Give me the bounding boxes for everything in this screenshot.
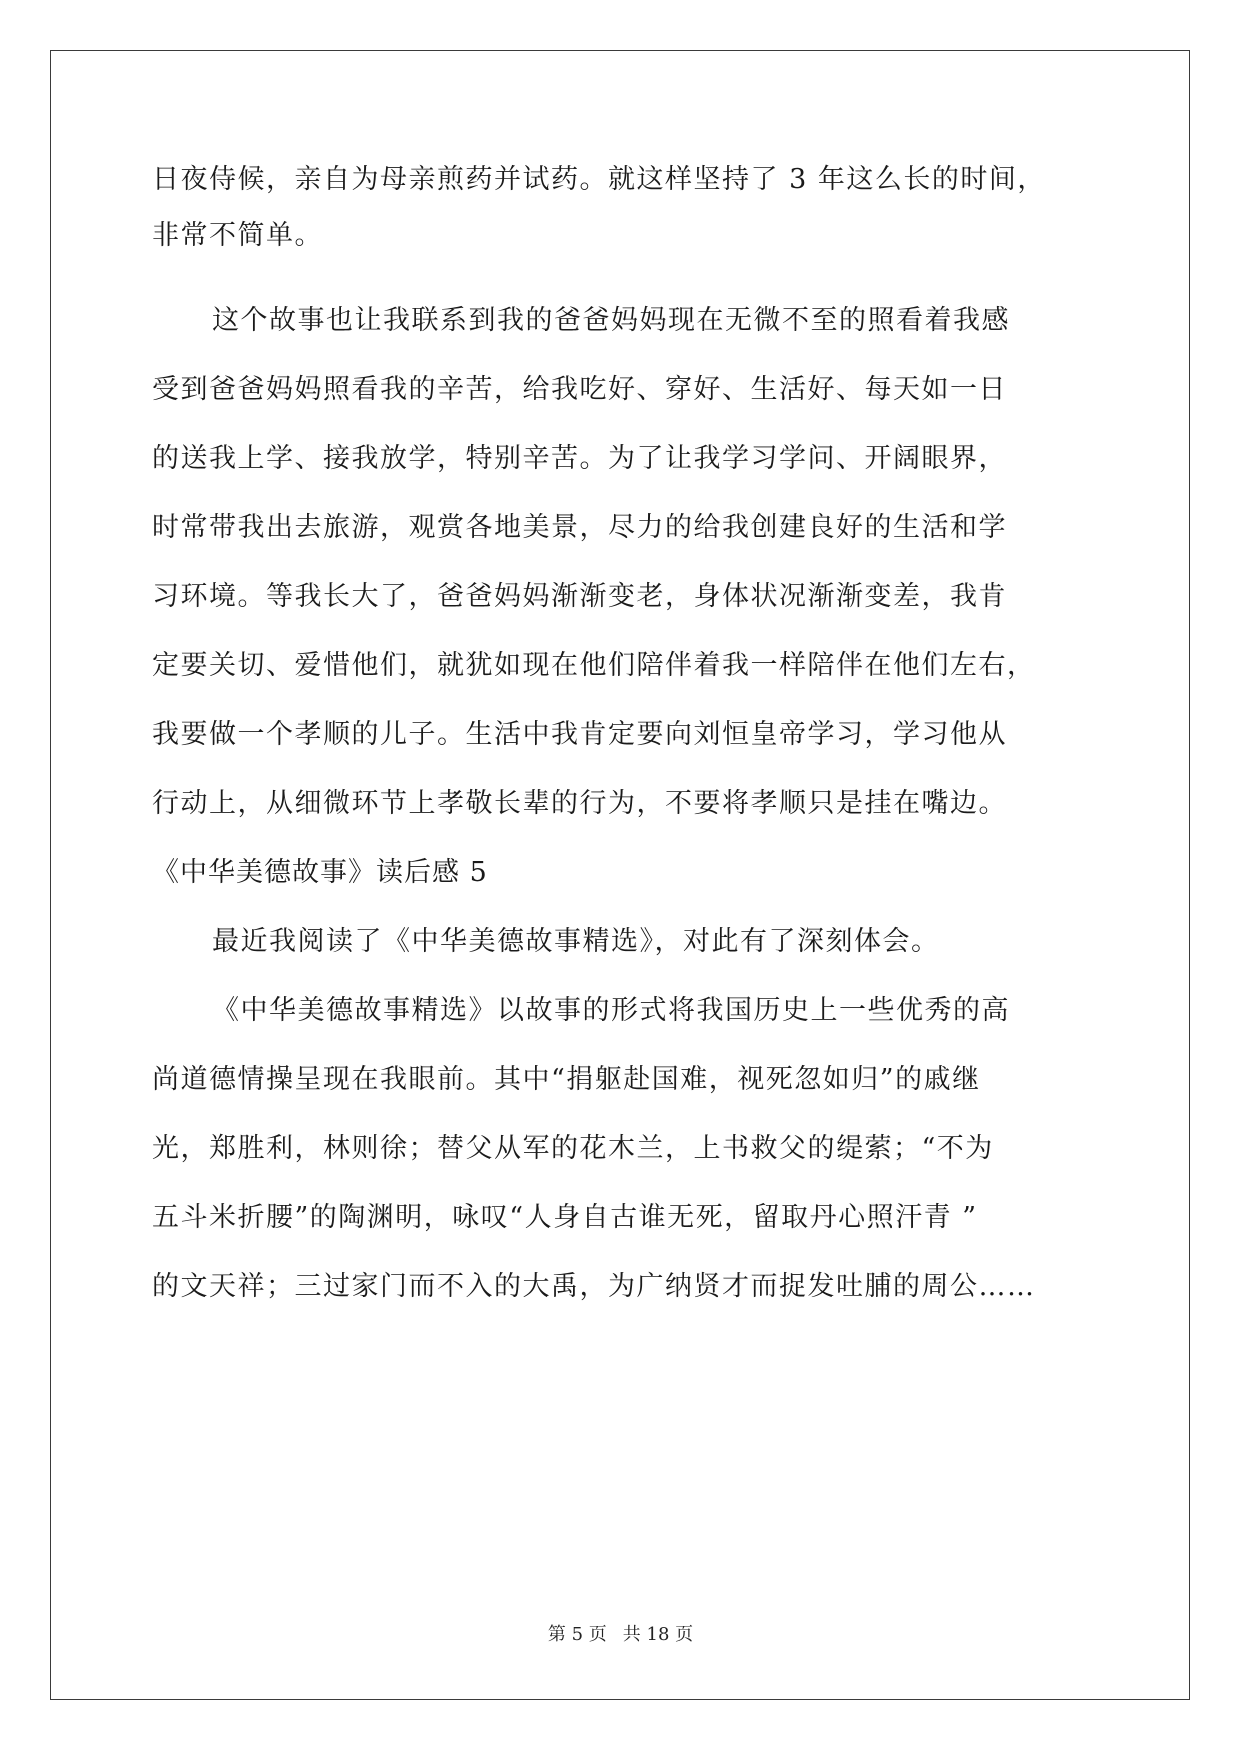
paragraph-line: 五斗米折腰”的陶渊明，咏叹“人身自古谁无死，留取丹心照汗青 ” bbox=[152, 1202, 978, 1233]
paragraph-line: 受到爸爸妈妈照看我的辛苦，给我吃好、穿好、生活好、每天如一日 bbox=[152, 374, 1007, 405]
paragraph-line: 的文天祥；三过家门而不入的大禹，为广纳贤才而捉发吐脯的周公…… bbox=[152, 1271, 1036, 1302]
paragraph-line: 定要关切、爱惜他们，就犹如现在他们陪伴着我一样陪伴在他们左右， bbox=[152, 650, 1036, 681]
paragraph-line: 最近我阅读了《中华美德故事精选》，对此有了深刻体会。 bbox=[212, 926, 940, 957]
paragraph-line: 我要做一个孝顺的儿子。生活中我肯定要向刘恒皇帝学习，学习他从 bbox=[152, 719, 1007, 750]
paragraph-line: 行动上，从细微环节上孝敬长辈的行为，不要将孝顺只是挂在嘴边。 bbox=[152, 788, 1007, 819]
paragraph-line: 这个故事也让我联系到我的爸爸妈妈现在无微不至的照看着我感 bbox=[212, 305, 1010, 336]
paragraph-line: 的送我上学、接我放学，特别辛苦。为了让我学习学问、开阔眼界， bbox=[152, 443, 1007, 474]
paragraph-line: 光，郑胜利，林则徐；替父从军的花木兰，上书救父的缇萦；“不为 bbox=[152, 1133, 994, 1164]
paragraph-line: 尚道德情操呈现在我眼前。其中“捐躯赴国难，视死忽如归”的戚继 bbox=[152, 1064, 981, 1095]
section-heading: 《中华美德故事》读后感 5 bbox=[152, 857, 488, 888]
paragraph-line: 《中华美德故事精选》以故事的形式将我国历史上一些优秀的高 bbox=[212, 995, 1010, 1026]
paragraph-line: 时常带我出去旅游，观赏各地美景，尽力的给我创建良好的生活和学 bbox=[152, 512, 1007, 543]
page-total: 共 18 页 bbox=[622, 1624, 694, 1645]
page-number: 第 5 页 bbox=[547, 1624, 607, 1645]
paragraph-line: 非常不简单。 bbox=[152, 220, 323, 251]
page-footer bbox=[0, 1620, 1241, 1646]
paragraph-line: 习环境。等我长大了，爸爸妈妈渐渐变老，身体状况渐渐变差，我肯 bbox=[152, 581, 1007, 612]
paragraph-line: 日夜侍候，亲自为母亲煎药并试药。就这样坚持了 3 年这么长的时间， bbox=[152, 164, 1046, 195]
